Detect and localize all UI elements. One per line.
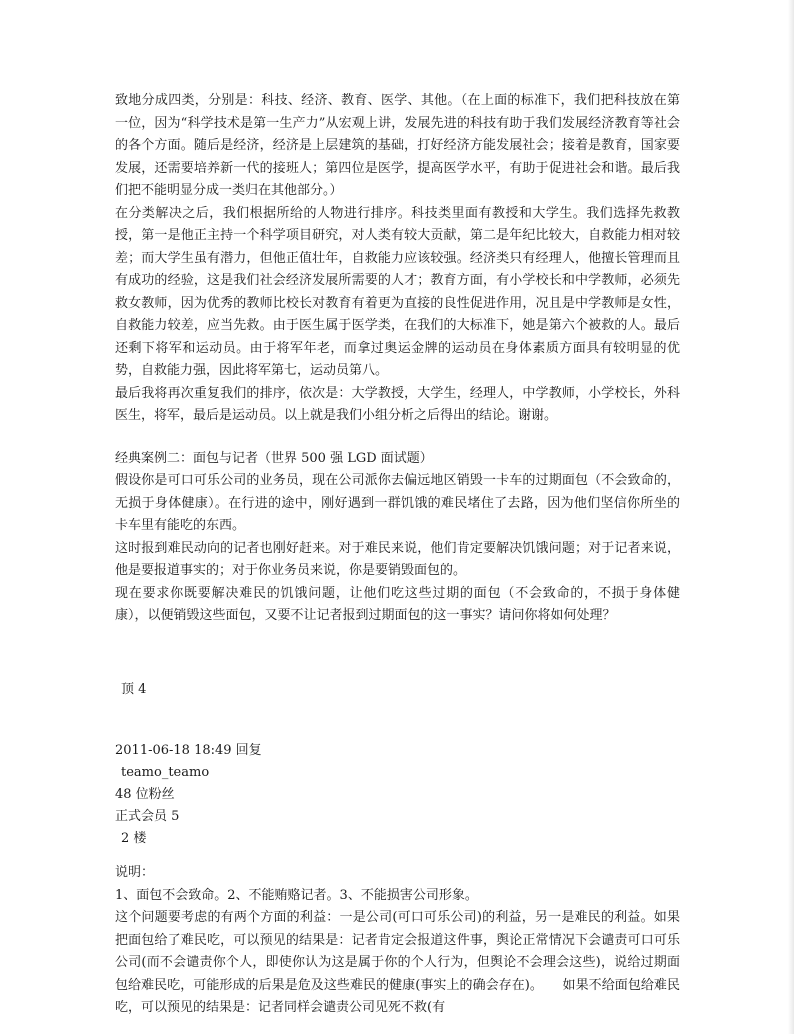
- section-case-two: [115, 448, 680, 628]
- notes-heading: 说明：: [115, 865, 155, 880]
- username-link[interactable]: teamo_teamo: [121, 765, 210, 780]
- upvote-count[interactable]: 顶 4: [121, 682, 147, 697]
- fans-count[interactable]: 48 位粉丝: [115, 787, 175, 802]
- paragraph: 这个问题要考虑的有两个方面的利益：一是公司(可口可乐公司)的利益，另一是难民的利益。如果把面包给了难民吃，可以预见的结果是：记者肯定会报道这件事，舆论正常情况下会谴责可口可乐公司(而不会谴责你个人，即使你认为这是属于你的个人行为，但舆论不会理会这些)，说给过期面包给难民吃，可能形成的后果是危及这些难民的健康(事实上的确会存在)。 如果不给面包给难民吃，可以预见的结果是：记者同样会谴责公司见死不救(有: [115, 910, 680, 1015]
- case-title: 经典案例二：面包与记者（世界 500 强 LGD 面试题）: [115, 450, 433, 466]
- paragraph: 1、面包不会致命。2、不能贿赂记者。3、不能损害公司形象。: [115, 887, 478, 903]
- paragraph: 这时报到难民动向的记者也刚好赶来。对于难民来说，他们肯定要解决饥饿问题；对于记者来说，他是要报道事实的；对于你业务员来说，你是要销毁面包的。: [115, 540, 680, 578]
- page-edge-shadow: [788, 0, 794, 1034]
- member-level: 正式会员 5: [115, 809, 180, 824]
- reply-timestamp: 2011-06-18 18:49 回复: [115, 743, 262, 758]
- floor-number: 2 楼: [121, 831, 147, 846]
- paragraph: 最后我将再次重复我们的排序，依次是：大学教授，大学生，经理人，中学教师，小学校长，外科医生，将军，最后是运动员。以上就是我们小组分析之后得出的结论。谢谢。: [115, 385, 680, 423]
- paragraph: 在分类解决之后，我们根据所给的人物进行排序。科技类里面有教授和大学生。我们选择先救教授，第一是他正主持一个科学项目研究，对人类有较大贡献，第二是年纪比较大，自救能力相对较差；而大学生虽有潜力，但他正值壮年，自救能力应该较强。经济类只有经理人，他擅长管理而且有成功的经验，这是我们社会经济发展所需要的人才；教育方面，有小学校长和中学教师，必须先救女教师，因为优秀的教师比校长对教育有着更为直接的良性促进作用，况且是中学教师是女性，自救能力较差，应当先救。由于医生属于医学类，在我们的大标准下，她是第六个被救的人。最后还剩下将军和运动员。由于将军年老，而拿过奥运金牌的运动员在身体素质方面具有较明显的优势，自救能力强，因此将军第七，运动员第八。: [115, 205, 680, 378]
- paragraph: 现在要求你既要解决难民的饥饿问题，让他们吃这些过期的面包（不会致命的，不损于身体健康），以便销毁这些面包，又要不让记者报到过期面包的这一事实？请问你将如何处理？: [115, 585, 680, 623]
- document-page: [115, 90, 680, 628]
- reply-content: [115, 862, 680, 1020]
- reply-meta: [115, 740, 262, 850]
- paragraph: 致地分成四类，分别是：科技、经济、教育、医学、其他。（在上面的标准下，我们把科技放在第一位，因为“科学技术是第一生产力”从宏观上讲，发展先进的科技有助于我们发展经济教育等社会的各个方面。随后是经济，经济是上层建筑的基础，打好经济方能发展社会；接着是教育，国家要发展，还需要培养新一代的接班人；第四位是医学，提高医学水平，有助于促进社会和谐。最后我们把不能明显分成一类归在其他部分。）: [115, 93, 680, 198]
- paragraph: 假设你是可口可乐公司的业务员，现在公司派你去偏远地区销毁一卡车的过期面包（不会致命的，无损于身体健康）。在行进的途中，刚好遇到一群饥饿的难民堵住了去路，因为他们坚信你所坐的卡车里有能吃的东西。: [115, 473, 680, 533]
- section-ranking-analysis: [115, 90, 680, 428]
